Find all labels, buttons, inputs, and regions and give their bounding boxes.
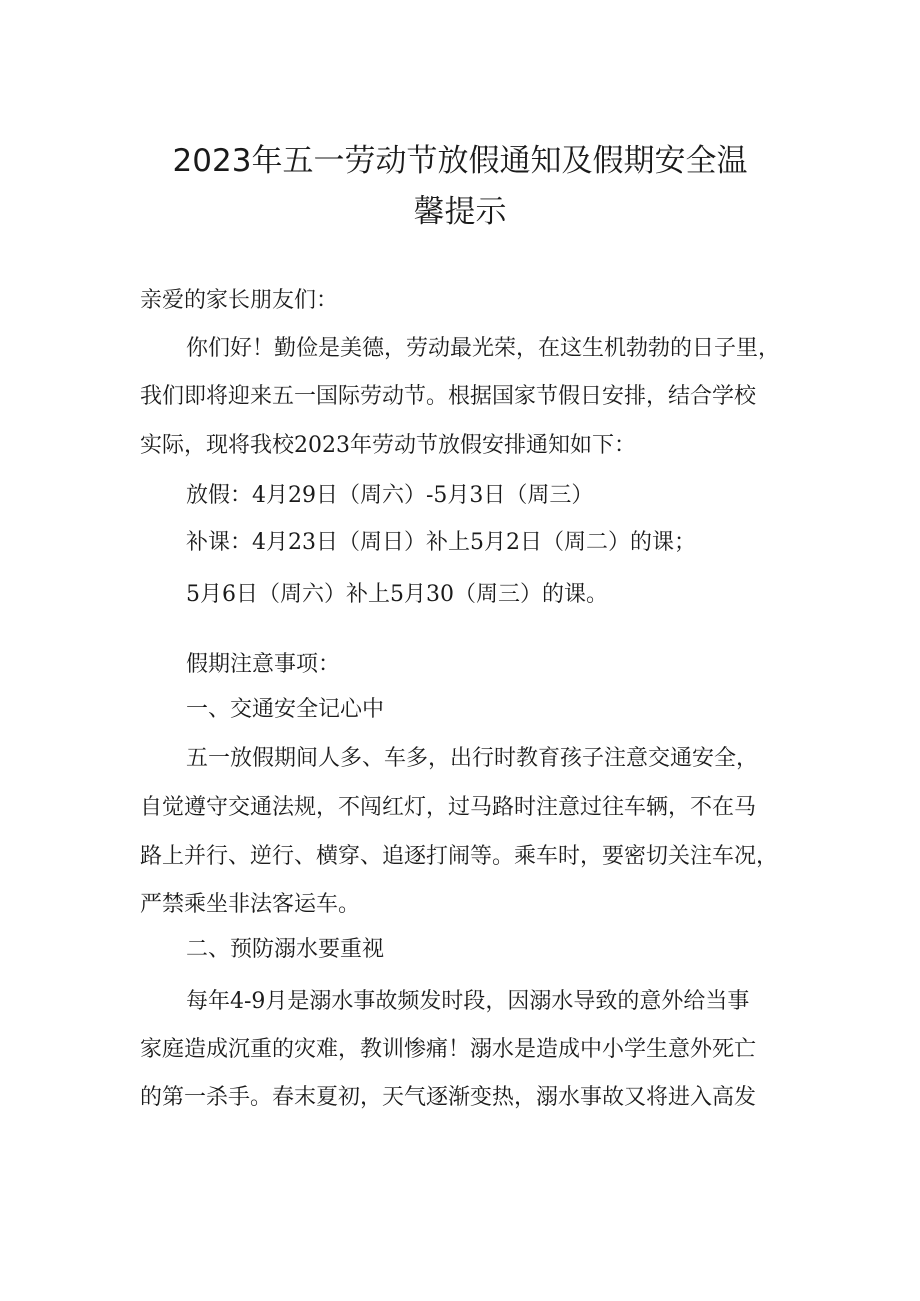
section-traffic-line: 五一放假期间人多、车多，出行时教育孩子注意交通安全， [186, 746, 759, 771]
intro-line: 实际，现将我校2023年劳动节放假安排通知如下： [140, 433, 636, 458]
section-heading-drowning: 二、预防溺水要重视 [186, 937, 385, 962]
notes-label: 假期注意事项： [186, 652, 341, 677]
schedule-makeup-1: 补课：4月23日（周日）补上5月2日（周二）的课； [186, 530, 696, 555]
section-drowning-line: 每年4-9月是溺水事故频发时段，因溺水导致的意外给当事 [186, 989, 750, 1014]
section-drowning-line: 的第一杀手。春末夏初，天气逐渐变热，溺水事故又将进入高发 [140, 1085, 757, 1110]
section-drowning-line: 家庭造成沉重的灾难，教训惨痛！溺水是造成中小学生意外死亡 [140, 1037, 757, 1062]
intro-line: 你们好！勤俭是美德，劳动最光荣，在这生机勃勃的日子里， [186, 336, 781, 361]
section-traffic-line: 自觉遵守交通法规，不闯红灯，过马路时注意过往车辆，不在马 [140, 795, 757, 820]
salutation: 亲爱的家长朋友们： [140, 288, 339, 313]
schedule-holiday: 放假：4月29日（周六）-5月3日（周三） [186, 483, 594, 508]
section-traffic-line: 路上并行、逆行、横穿、追逐打闹等。乘车时，要密切关注车况， [140, 844, 779, 869]
schedule-makeup-2: 5月6日（周六）补上5月30（周三）的课。 [186, 582, 608, 607]
intro-line: 我们即将迎来五一国际劳动节。根据国家节假日安排，结合学校 [140, 384, 757, 409]
document-title-line-2: 馨提示 [413, 194, 507, 230]
section-traffic-line: 严禁乘坐非法客运车。 [140, 892, 361, 917]
document-title-line-1: 2023年五一劳动节放假通知及假期安全温 [172, 143, 748, 179]
section-heading-traffic: 一、交通安全记心中 [186, 697, 385, 722]
